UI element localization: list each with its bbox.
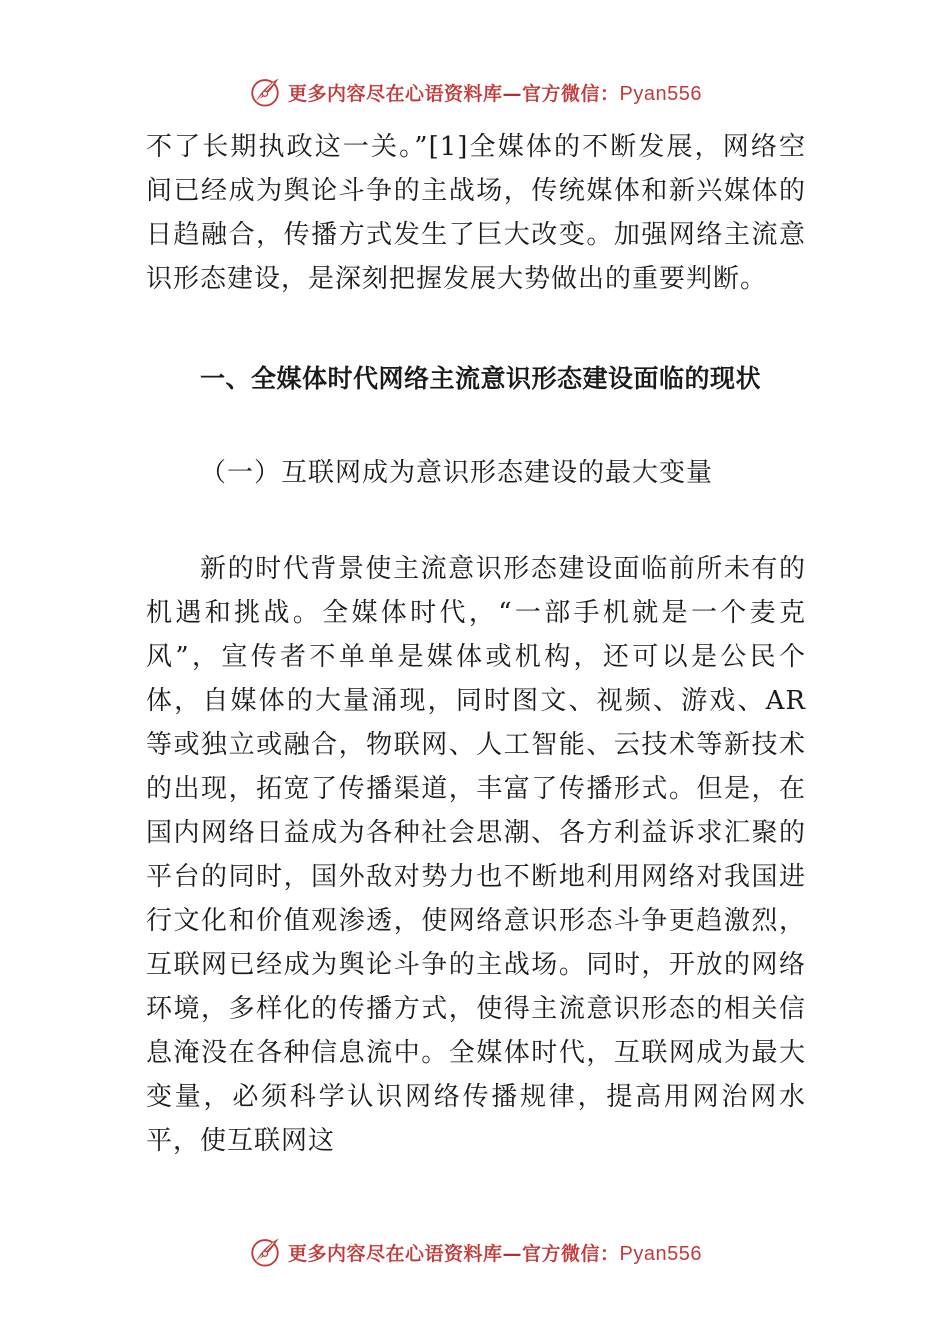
watermark-text: 更多内容尽在心语资料库—官方微信：Pyan556 [288,1242,702,1265]
wechat-id: Pyan556 [619,1242,702,1265]
watermark-text: 更多内容尽在心语资料库—官方微信：Pyan556 [288,82,702,105]
wechat-id: Pyan556 [619,82,702,105]
section-heading: 一、全媒体时代网络主流意识形态建设面临的现状 [200,364,762,393]
feather-quill-circle-icon [248,75,282,109]
subsection-heading: （一）互联网成为意识形态建设的最大变量 [200,458,714,488]
footer-watermark-banner [0,1230,950,1274]
feather-quill-circle-icon [248,1235,282,1269]
document-body [146,125,806,1163]
header-watermark-banner [0,70,950,114]
intro-paragraph: 不了长期执政这一关。”[1]全媒体的不断发展，网络空间已经成为舆论斗争的主战场，传统媒体和新兴媒体的日趋融合，传播方式发生了巨大改变。加强网络主流意识形态建设，是深刻把握发展大势做出的重要判断。 [146,132,806,294]
body-paragraph: 新的时代背景使主流意识形态建设面临前所未有的机遇和挑战。全媒体时代，“一部手机就是一个麦克风”，宣传者不单单是媒体或机构，还可以是公民个体，自媒体的大量涌现，同时图文、视频、游戏、AR 等或独立或融合，物联网、人工智能、云技术等新技术的出现，拓宽了传播渠道，丰富了传播形式。但是，在国内网络日益成为各种社会思潮、各方利益诉求汇聚的平台的同时，国外敌对势力也不断地利用网络对我国进行文化和价值观渗透，使网络意识形态斗争更趋激烈，互联网已经成为舆论斗争的主战场。同时，开放的网络环境，多样化的传播方式，使得主流意识形态的相关信息淹没在各种信息流中。全媒体时代，互联网成为最大变量，必须科学认识网络传播规律，提高用网治网水平，使互联网这 [146,554,806,1156]
